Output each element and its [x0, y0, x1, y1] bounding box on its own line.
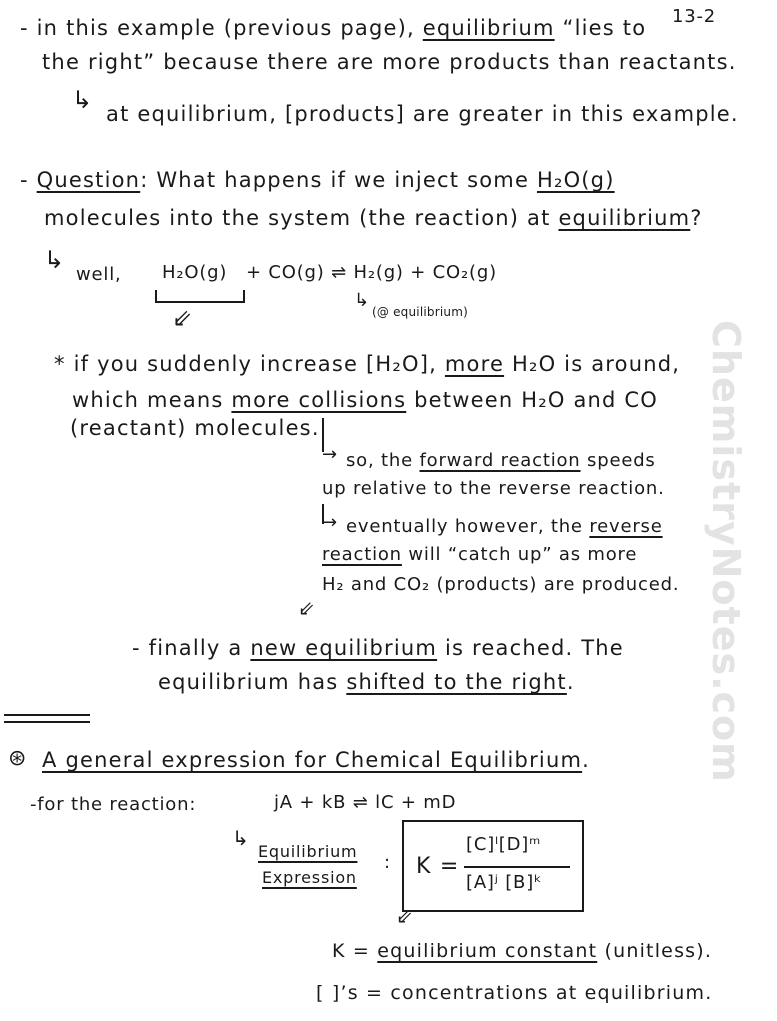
reaction-label: -for the reaction:: [30, 794, 197, 815]
right-arrow-icon: →: [322, 444, 338, 465]
expression-label-2: Expression: [262, 868, 357, 887]
eventually-line-2: reaction will “catch up” as more: [322, 544, 638, 565]
finally-line-2: equilibrium has shifted to the right.: [158, 670, 575, 694]
hook-arrow-icon: ↳: [44, 246, 65, 274]
fraction-bar: [464, 866, 570, 868]
k-definition: K = equilibrium constant (unitless).: [332, 940, 713, 962]
eventually-line-1: eventually however, the reverse: [346, 516, 663, 537]
hook-arrow-icon: ↳: [354, 290, 370, 311]
hook-arrow-icon: ↳: [232, 826, 249, 850]
line-products-greater: at equilibrium, [products] are greater in this example.: [106, 102, 739, 126]
line-more-products: the right” because there are more products than reactants.: [42, 50, 737, 74]
question-line-2: molecules into the system (the reaction) at equilibrium?: [44, 206, 703, 230]
underlined-h2o: H₂O(g): [536, 168, 615, 192]
watermark: [704, 320, 777, 783]
hook-arrow-icon: ↳: [72, 86, 93, 114]
explanation-line-2: which means more collisions between H₂O and CO: [72, 388, 659, 412]
so-line-2: up relative to the reverse reaction.: [322, 478, 665, 499]
line-lies-to-right: - in this example (previous page), equilibrium “lies to: [20, 16, 647, 40]
k-equals: K =: [416, 854, 460, 879]
numerator: [C]ˡ[D]ᵐ: [466, 834, 542, 855]
well-label: well,: [76, 264, 122, 285]
so-line-1: so, the forward reaction speeds: [346, 450, 656, 471]
watermark-text: ChemistryNotes.com: [704, 320, 748, 783]
general-heading: A general expression for Chemical Equilibrium.: [42, 748, 591, 772]
concentration-definition: [ ]’s = concentrations at equilibrium.: [316, 982, 713, 1004]
question-line: - Question: What happens if we inject some H₂O(g): [20, 168, 615, 192]
expression-label-1: Equilibrium: [258, 842, 358, 861]
equilibrium-expression-box: [402, 820, 584, 912]
explanation-line-1: * if you suddenly increase [H₂O], more H₂O is around,: [54, 352, 681, 376]
asterisk-circle-icon: ⊛: [8, 746, 27, 771]
expression-colon: :: [384, 852, 391, 873]
general-reaction: jA + kB ⇌ lC + mD: [274, 792, 457, 813]
at-equilibrium-note: (@ equilibrium): [372, 305, 468, 319]
explanation-line-3: (reactant) molecules.: [70, 416, 320, 440]
double-arrow-down-left-icon: ⇙: [172, 304, 193, 332]
h2o-bracket: [150, 288, 250, 308]
equation-rest: + CO(g) ⇌ H₂(g) + CO₂(g): [246, 262, 497, 283]
underlined-equilibrium: equilibrium: [422, 16, 555, 40]
section-divider: [4, 721, 90, 723]
double-arrow-down-left-icon: ⇙: [396, 904, 413, 928]
finally-line-1: - finally a new equilibrium is reached. The: [132, 636, 624, 660]
page-number: 13-2: [672, 6, 717, 27]
right-arrow-icon: →: [322, 512, 338, 533]
question-label: Question: [36, 168, 141, 192]
double-arrow-down-left-icon: ⇙: [298, 596, 315, 620]
eventually-line-3: H₂ and CO₂ (products) are produced.: [322, 574, 680, 595]
equation-reactant-h2o: H₂O(g): [162, 262, 228, 283]
section-divider: [4, 714, 90, 716]
denominator: [A]ʲ [B]ᵏ: [466, 872, 543, 893]
